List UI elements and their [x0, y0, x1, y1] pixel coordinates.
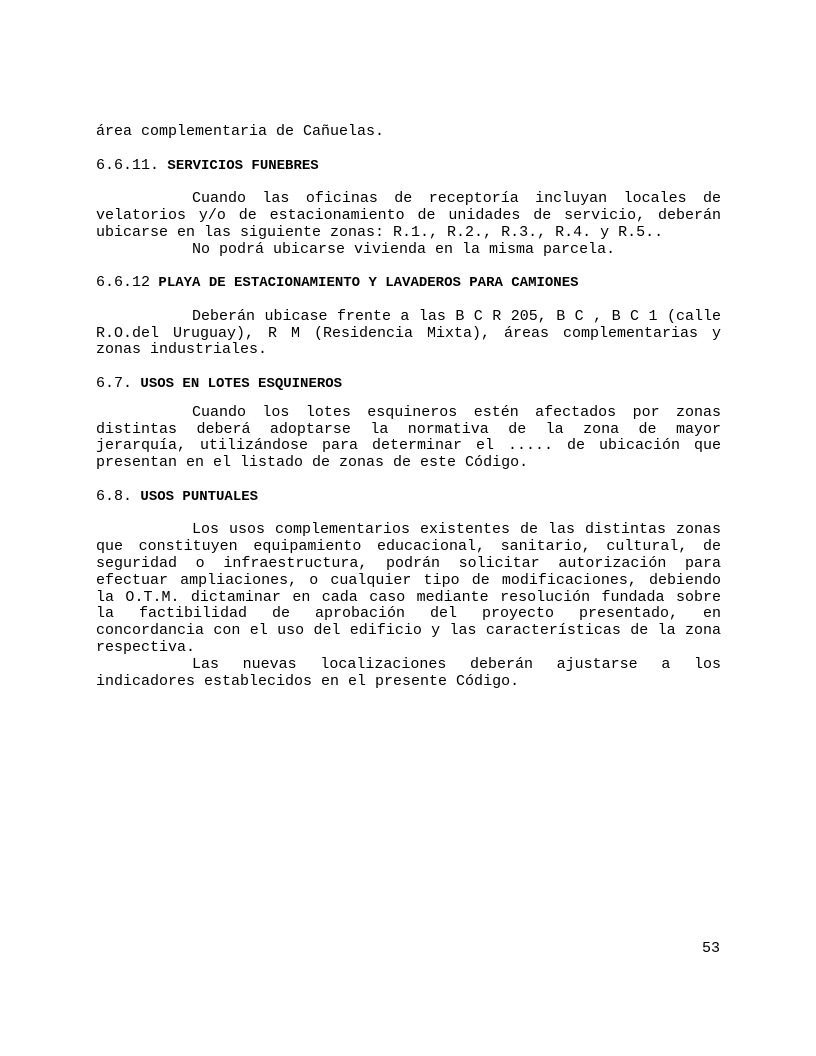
section-number: 6.6.12: [96, 274, 151, 292]
section-number: 6.8.: [96, 487, 133, 505]
section-title: USOS PUNTUALES: [140, 488, 259, 505]
page-number: 53: [701, 940, 720, 957]
document-body: [96, 124, 721, 690]
intro-text: área complementaria de Cañuelas.: [96, 123, 385, 140]
section-title: USOS EN LOTES ESQUINEROS: [140, 375, 343, 392]
section-heading: [96, 489, 721, 506]
section-title: SERVICIOS FUNEBRES: [167, 157, 319, 174]
section-number: 6.7.: [96, 374, 133, 392]
section-title: PLAYA DE ESTACIONAMIENTO Y LAVADEROS PARA CAMIONES: [158, 275, 579, 292]
section-heading: [96, 376, 721, 393]
paragraph: Cuando las oficinas de receptoría incluyan locales de velatorios y/o de estacionamiento de unidades de servicio, deberán ubicarse en las siguiente zonas: R.1., R.2., R.3., R.4. y R.5..: [96, 190, 721, 241]
paragraph: Los usos complementarios existentes de las distintas zonas que constituyen equipamiento educacional, sanitario, cultural, de seguridad o infraestructura, podrán solicitar autorización para efectuar ampliaciones, o cualquier tipo de modificaciones, debiendo la O.T.M. dictaminar en cada caso mediante resolución fundada sobre la factibilidad de aprobación del proyecto presentado, en concordancia con el uso del edificio y las características de la zona respectiva.: [96, 521, 721, 656]
section-heading: [96, 275, 721, 292]
section-heading: [96, 158, 721, 175]
section-number: 6.6.11.: [96, 156, 160, 174]
paragraph: Deberán ubicase frente a las B C R 205, B C , B C 1 (calle R.O.del Uruguay), R M (Residencia Mixta), áreas complementarias y zonas industriales.: [96, 307, 721, 359]
paragraph: No podrá ubicarse vivienda en la misma parcela.: [192, 240, 616, 258]
paragraph: Las nuevas localizaciones deberán ajustarse a los indicadores establecidos en el presente Código.: [96, 655, 721, 690]
paragraph: Cuando los lotes esquineros estén afectados por zonas distintas deberá adoptarse la normativa de la zona de mayor jerarquía, utilizándose para determinar el ..... de ubicación que presentan en el listado de zonas de este Código.: [96, 403, 721, 472]
